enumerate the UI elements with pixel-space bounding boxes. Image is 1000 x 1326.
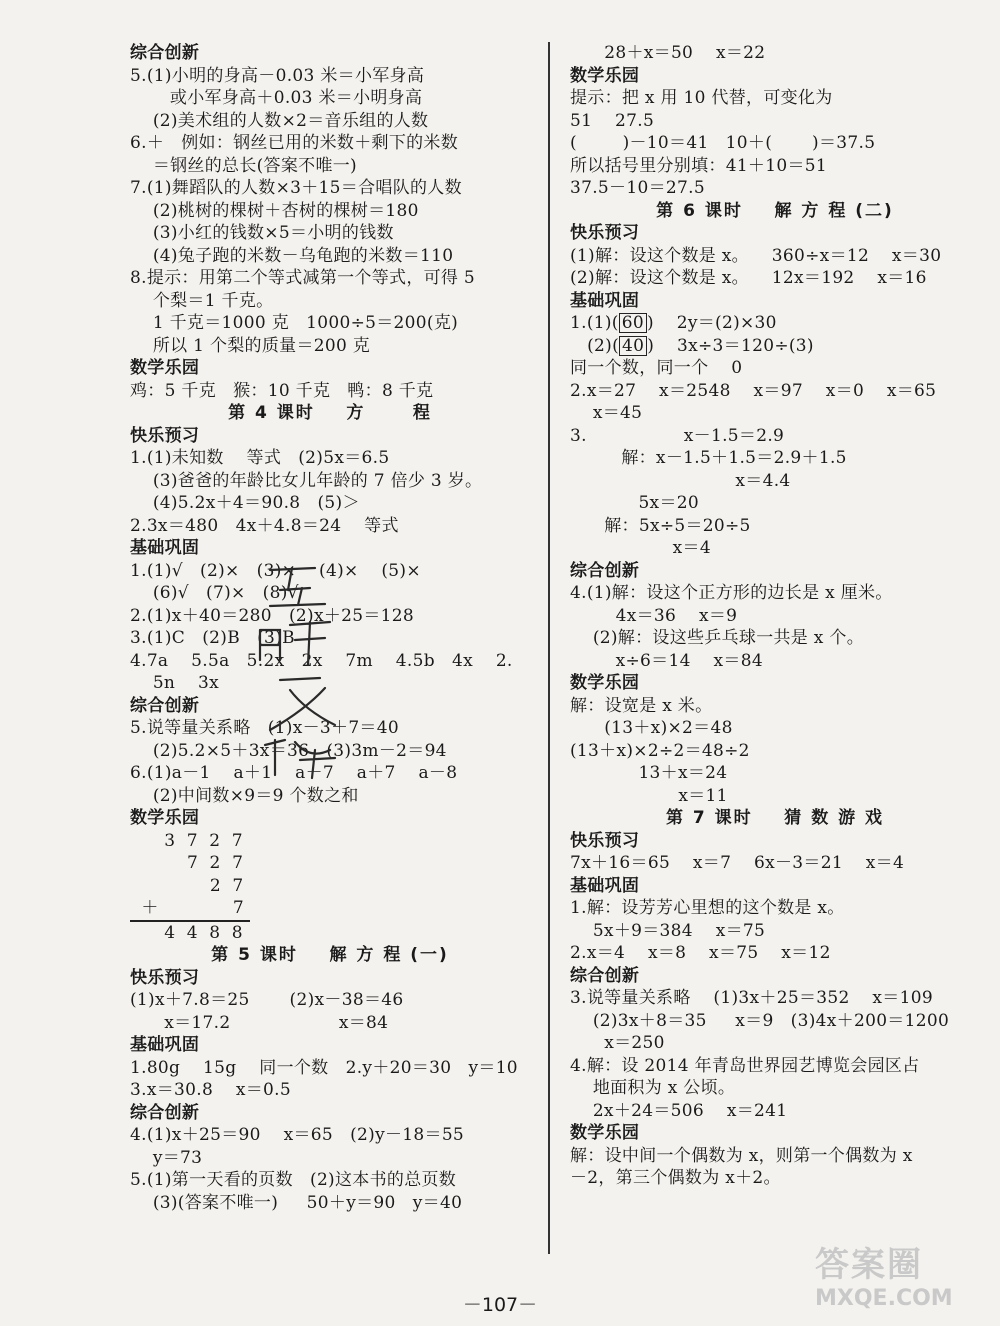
answer-line: 2.3x＝480 4x＋4.8＝24 等式	[130, 515, 399, 536]
answer-line: 5.说等量关系略 (1)x－3＋7＝40	[130, 718, 399, 738]
section-heading: 数学乐园	[570, 1123, 640, 1143]
section-heading: 快乐预习	[130, 967, 200, 988]
section-heading: 快乐预习	[570, 223, 640, 243]
answer-line: 51 27.5	[570, 110, 655, 131]
answer-line: 1.解：设芳芳心里想的这个数是 x。	[570, 898, 845, 918]
answer-text: ) 2y＝(2)×30	[646, 313, 777, 333]
answer-line: 解：设宽是 x 米。	[570, 695, 713, 716]
lesson-title: 第 7 课时 猜 数 游 戏	[665, 808, 885, 828]
section-heading: 基础巩固	[130, 538, 200, 558]
page-number: －107－	[462, 1294, 538, 1316]
answer-line: 鸡：5 千克 猴：10 千克 鸭：8 千克	[130, 380, 434, 401]
section-heading: 综合创新	[130, 695, 200, 716]
answer-line: 2.(1)x＋40＝280 (2)x＋25＝128	[130, 605, 415, 626]
answer-line: x＝45	[570, 403, 643, 423]
answer-line: (1)解：设这个数是 x。 360÷x＝12 x＝30	[570, 245, 942, 266]
answer-line: (3)小红的钱数×5＝小明的钱数	[130, 223, 394, 243]
answer-line: 2.x＝27 x＝2548 x＝97 x＝0 x＝65	[570, 380, 937, 401]
answer-line: (13＋x)×2÷2＝48÷2	[570, 740, 750, 761]
answer-line: 7x＋16＝65 x＝7 6x－3＝21 x＝4	[570, 853, 905, 873]
section-heading: 基础巩固	[130, 1035, 200, 1055]
answer-line: 所以括号里分别填：41＋10＝51	[570, 155, 827, 176]
section-heading: 数学乐园	[130, 808, 200, 828]
answer-line: 提示：把 x 用 10 代替，可变化为	[570, 88, 833, 108]
answer-line: (2)中间数×9＝9 个数之和	[130, 785, 359, 806]
answer-line: 37.5－10＝27.5	[570, 178, 705, 198]
answer-line: 28＋x＝50 x＝22	[570, 43, 766, 63]
answer-line: 解：5x÷5＝20÷5	[570, 515, 751, 536]
answer-line: (2)解：设这个数是 x。 12x＝192 x＝16	[570, 268, 927, 288]
answer-line: 或小军身高＋0.03 米＝小明身高	[130, 88, 423, 108]
answer-line	[570, 335, 980, 358]
answer-line: 6.＋ 例如：钢丝已用的米数＋剩下的米数	[130, 133, 459, 153]
answer-line: 4.7a 5.5a 5.2x 2x 7m 4.5b 4x 2.	[130, 650, 513, 671]
answer-line: 4x＝36 x＝9	[570, 605, 738, 626]
section-heading: 快乐预习	[130, 425, 200, 446]
section-heading: 快乐预习	[570, 830, 640, 851]
answer-text: (2)(	[570, 335, 620, 356]
answer-line: (3)(答案不唯一) 50＋y＝90 y＝40	[130, 1192, 463, 1213]
answer-line: 4 4 8 8	[130, 922, 243, 943]
answer-line: 2.x＝4 x＝8 x＝75 x＝12	[570, 943, 831, 963]
lesson-title: 第 4 课时 方 程	[228, 403, 432, 423]
answer-line: 8.提示：用第二个等式减第一个等式，可得 5	[130, 268, 476, 288]
answer-line: 1.(1)未知数 等式 (2)5x＝6.5	[130, 448, 390, 468]
answer-line: (2)解：设这些乒乓球一共是 x 个。	[570, 628, 864, 648]
answer-line: x＝11	[570, 785, 728, 806]
answer-text: 1.(1)(	[570, 313, 619, 333]
answer-line: －2，第三个偶数为 x＋2。	[570, 1168, 781, 1188]
answer-line: 13＋x＝24	[570, 763, 728, 783]
answer-line: 4.解：设 2014 年青岛世界园艺博览会园区占	[570, 1055, 920, 1076]
answer-line: 4.(1)解：设这个正方形的边长是 x 厘米。	[570, 583, 893, 603]
answer-line: 5.(1)第一天看的页数 (2)这本书的总页数	[130, 1170, 457, 1190]
answer-line: 3.说等量关系略 (1)3x＋25＝352 x＝109	[570, 988, 933, 1008]
section-heading: 数学乐园	[570, 65, 640, 86]
section-heading: 数学乐园	[130, 358, 200, 378]
answer-line: y＝73	[130, 1147, 203, 1168]
answer-line: 解：设中间一个偶数为 x，则第一个偶数为 x	[570, 1145, 913, 1166]
answer-line: 2 7	[130, 875, 244, 896]
answer-line: 5x＝20	[570, 493, 699, 513]
watermark-logo	[815, 1245, 995, 1325]
section-heading: 综合创新	[130, 1102, 200, 1123]
answer-line: 3 7 2 7	[130, 830, 243, 851]
answer-line: 所以 1 个梨的质量＝200 克	[130, 335, 371, 356]
boxed-answer: 60	[619, 313, 647, 333]
answer-line: x＝4	[570, 538, 711, 558]
answer-line: 6.(1)a－1 a＋1 a－7 a＋7 a－8	[130, 763, 458, 783]
answer-line: 3.(1)C (2)B (3)B	[130, 628, 295, 648]
section-heading: 综合创新	[570, 560, 640, 581]
answer-line: 2x＋24＝506 x＝241	[570, 1100, 788, 1121]
answer-line: 3.x＝30.8 x＝0.5	[130, 1080, 291, 1100]
lesson-title: 第 5 课时 解 方 程 (一)	[211, 945, 449, 965]
answer-line: (6)√ (7)× (8)√	[130, 583, 299, 603]
answer-line: 5.(1)小明的身高－0.03 米＝小军身高	[130, 65, 425, 86]
section-heading: 基础巩固	[570, 875, 640, 896]
answer-line: (1)x＋7.8＝25 (2)x－38＝46	[130, 990, 404, 1010]
section-heading: 综合创新	[570, 965, 640, 986]
section-heading: 数学乐园	[570, 673, 640, 693]
answer-line: (2)3x＋8＝35 x＝9 (3)4x＋200＝1200	[570, 1010, 950, 1031]
answer-line: 3. x－1.5＝2.9	[570, 425, 785, 446]
answer-line: 地面积为 x 公顷。	[570, 1078, 736, 1098]
answer-line: ( )－10＝41 10＋( )＝37.5	[570, 133, 876, 153]
answer-line: 个梨＝1 千克。	[130, 290, 274, 311]
answer-line: 1.80g 15g 同一个数 2.y＋20＝30 y＝10	[130, 1057, 518, 1078]
answer-line: 1.(1)√ (2)× (3)× (4)× (5)×	[130, 560, 421, 581]
answer-line: 解：x－1.5＋1.5＝2.9＋1.5	[570, 448, 847, 468]
answer-line: 4.(1)x＋25＝90 x＝65 (2)y－18＝55	[130, 1125, 465, 1145]
section-heading: 基础巩固	[570, 290, 640, 311]
column-divider	[548, 42, 550, 1254]
watermark-title: 答案圈	[815, 1245, 923, 1285]
answer-line: (4)5.2x＋4＝90.8 (5)＞	[130, 493, 360, 513]
answer-line: 同一个数，同一个 0	[570, 358, 743, 378]
answer-line: 7.(1)舞蹈队的人数×3＋15＝合唱队的人数	[130, 178, 462, 198]
watermark-url: MXQE.COM	[815, 1286, 953, 1311]
answer-text: ) 3x÷3＝120÷(3)	[647, 335, 814, 356]
answer-line: x÷6＝14 x＝84	[570, 650, 763, 671]
section-heading: 综合创新	[130, 43, 200, 63]
answer-line: (4)兔子跑的米数－乌龟跑的米数＝110	[130, 245, 454, 266]
answer-line: (2)美术组的人数×2＝音乐组的人数	[130, 110, 429, 131]
answer-line: (3)爸爸的年龄比女儿年龄的 7 倍少 3 岁。	[130, 470, 483, 491]
left-column	[130, 42, 530, 1214]
answer-line	[570, 312, 980, 335]
answer-line: ＝钢丝的总长(答案不唯一)	[130, 155, 357, 176]
answer-line: (13＋x)×2＝48	[570, 718, 733, 738]
boxed-answer: 40	[619, 336, 647, 356]
answer-line: 7 2 7	[130, 853, 244, 873]
answer-line: 5n 3x	[130, 673, 219, 693]
answer-line: x＝250	[570, 1033, 665, 1053]
answer-line: 1 千克＝1000 克 1000÷5＝200(克)	[130, 313, 459, 333]
answer-line: x＝17.2 x＝84	[130, 1012, 389, 1033]
right-column	[570, 42, 980, 1190]
answer-line: ＋ 7	[130, 897, 250, 922]
answer-line: (2)5.2×5＋3x＝36 (3)3m－2＝94	[130, 740, 447, 761]
lesson-title: 第 6 课时 解 方 程 (二)	[656, 200, 894, 221]
answer-line: (2)桃树的棵树＋杏树的棵树＝180	[130, 200, 419, 221]
answer-line: 5x＋9＝384 x＝75	[570, 920, 766, 941]
answer-line: x＝4.4	[570, 470, 791, 491]
